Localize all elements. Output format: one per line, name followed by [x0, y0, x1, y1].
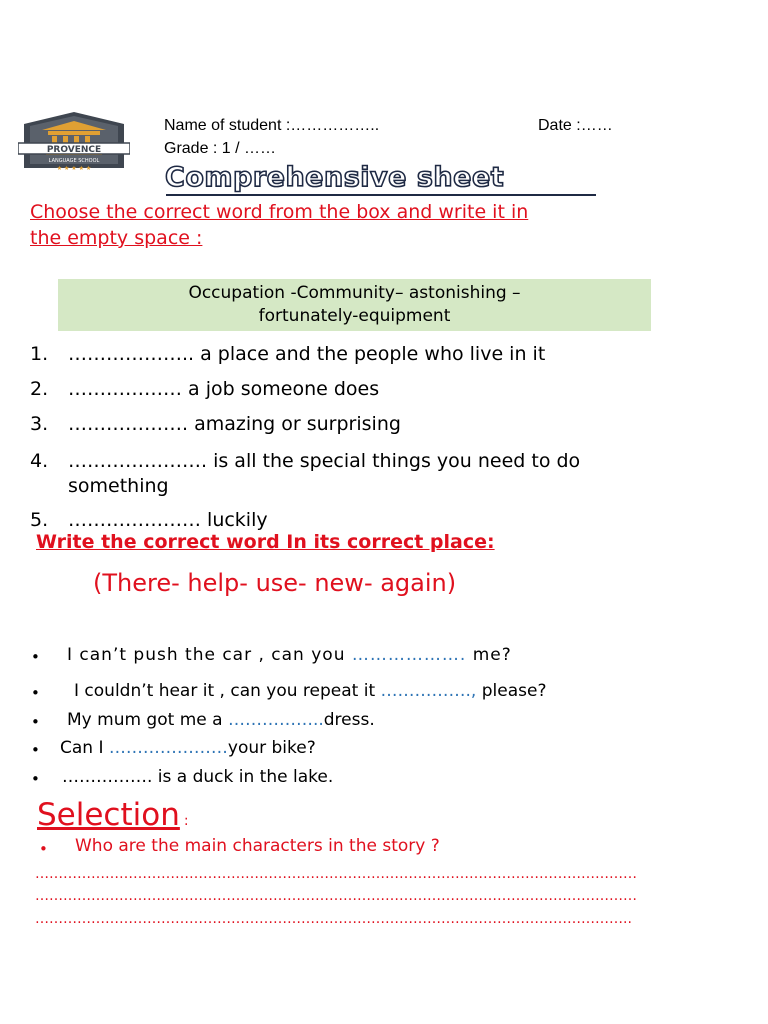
logo-text: PROVENCE	[46, 145, 102, 155]
school-logo	[18, 110, 130, 176]
grade-label: Grade : 1 / ……	[164, 140, 277, 157]
question-text: ………………. amazing or surprising	[68, 413, 401, 435]
instruction-line-2: the empty space :	[30, 227, 203, 249]
selection-heading: Selection :	[37, 797, 189, 833]
question-number: 3.	[30, 413, 49, 435]
blank: ……………..	[227, 710, 324, 730]
page-title: Comprehensive sheet	[165, 162, 505, 193]
bullet: •	[31, 684, 40, 702]
question-text: …………………. is all the special things you need to do	[68, 450, 581, 472]
bullet: •	[31, 770, 40, 788]
answer-line[interactable]: ………………………………………………………………………………………………………………..	[35, 911, 632, 927]
svg-text:★ ★ ★ ★ ★: ★ ★ ★ ★ ★	[56, 165, 92, 172]
title-underline	[166, 194, 596, 196]
instruction-line-1: Choose the correct word from the box and write it in	[30, 201, 529, 223]
question-text: ……………….. a place and the people who live in it	[68, 343, 546, 365]
sentence-1: I can’t push the car , can you ………………. me?	[67, 645, 512, 665]
blank: …………………	[108, 738, 228, 758]
question-number: 5.	[30, 509, 49, 531]
bullet: •	[31, 648, 40, 666]
bullet: •	[31, 713, 40, 731]
sentence-2: I couldn’t hear it , can you repeat it ……………., please?	[74, 681, 547, 701]
answer-line[interactable]: …………………………………………………………………………………………………………………	[35, 866, 637, 882]
bullet: •	[31, 741, 40, 759]
word-box	[58, 279, 651, 331]
question-text-continued: something	[68, 475, 169, 497]
question-number: 1.	[30, 343, 49, 365]
student-name-label: Name of student :……………..	[164, 117, 380, 134]
question-text: ………………… luckily	[68, 509, 268, 531]
word-box-line-1: Occupation -Community– astonishing –	[188, 283, 521, 303]
sentence-5: ……………. is a duck in the lake.	[62, 767, 334, 787]
date-label: Date :……	[538, 117, 613, 134]
blank: …………….,	[380, 681, 477, 701]
selection-question: Who are the main characters in the story ?	[75, 836, 440, 856]
answer-line[interactable]: …………………………………………………………………………………………………………………	[35, 888, 637, 904]
question-number: 4.	[30, 450, 49, 472]
question-text: ……………… a job someone does	[68, 378, 380, 400]
sentence-4: Can I …………………your bike?	[60, 738, 316, 758]
sentence-3: My mum got me a ……………..dress.	[67, 710, 375, 730]
blank: ……………….	[351, 645, 467, 665]
bullet: •	[39, 840, 48, 858]
word-list: (There- help- use- new- again)	[93, 569, 457, 597]
section2-instruction: Write the correct word In its correct place:	[36, 531, 495, 553]
word-box-line-2: fortunately-equipment	[258, 306, 451, 326]
logo-subtext: LANGUAGE SCHOOL	[48, 158, 100, 164]
question-number: 2.	[30, 378, 49, 400]
